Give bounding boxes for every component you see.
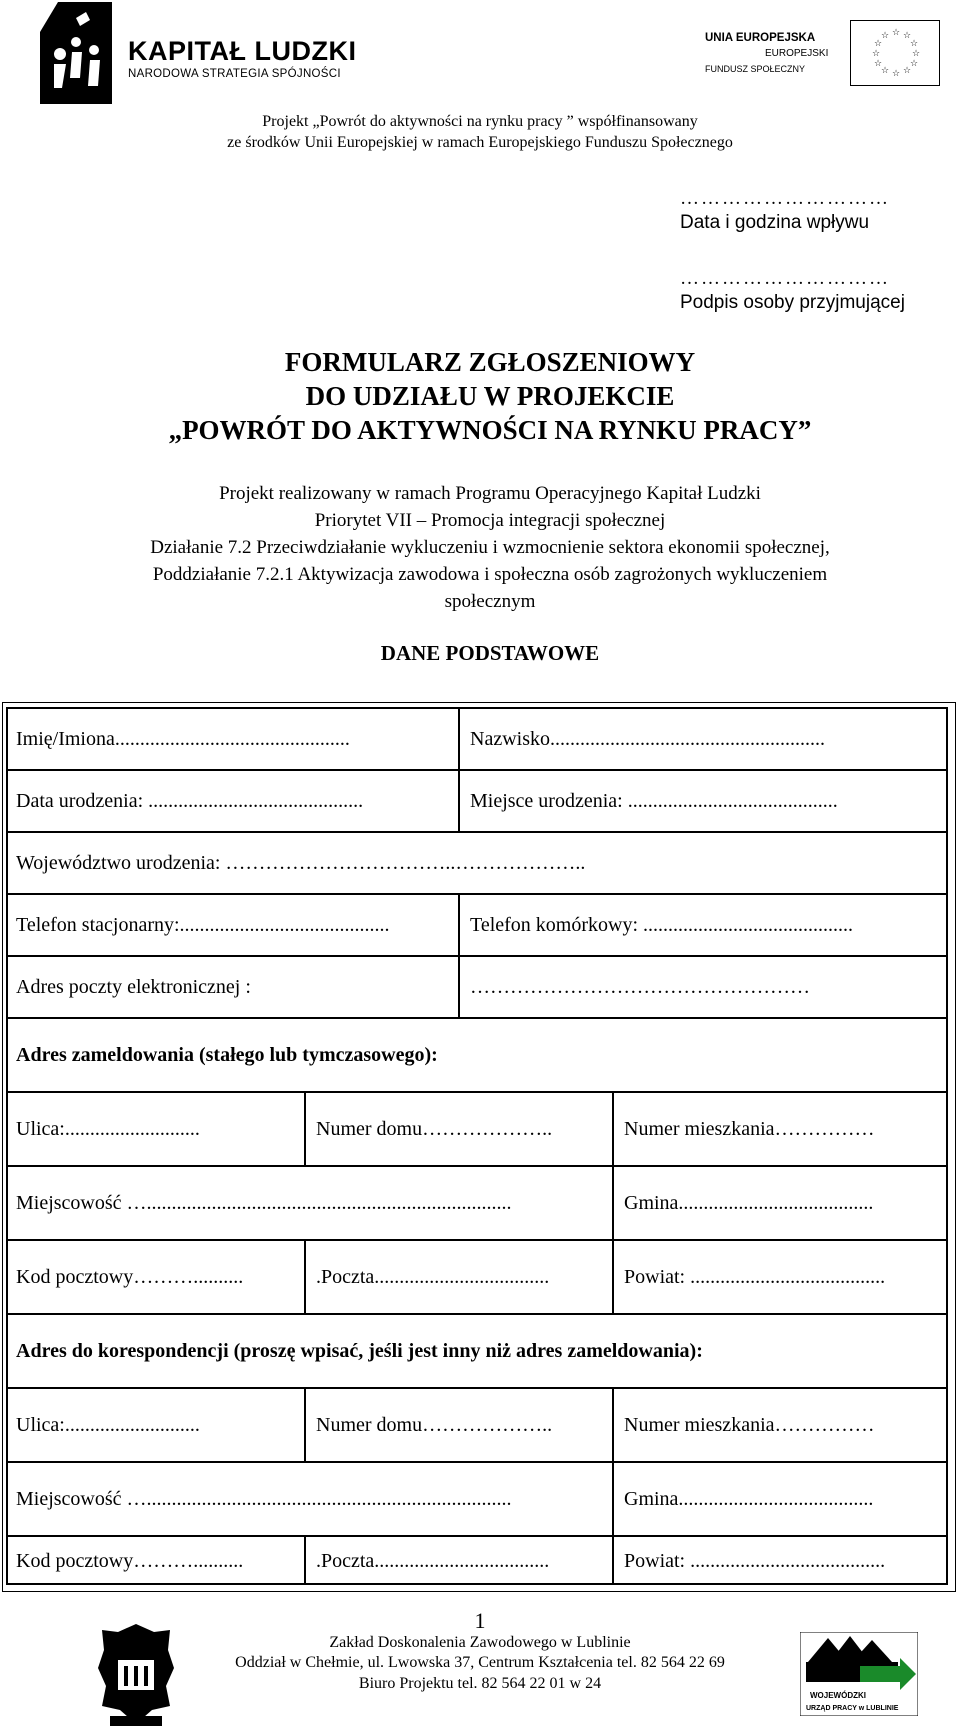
svg-text:☆: ☆ xyxy=(910,39,919,49)
eu-logo-line3: FUNDUSZ SPOŁECZNY xyxy=(705,64,806,74)
correspondence-address-header: Adres do korespondencji (proszę wpisać, jeśli jest inny niż adres zameldowania): xyxy=(16,1339,703,1362)
svg-text:☆: ☆ xyxy=(892,69,901,79)
reg-flat-field[interactable]: Numer mieszkania…………… xyxy=(612,1093,948,1165)
row-email xyxy=(6,957,948,1019)
row-reg-postcode xyxy=(6,1241,948,1315)
wup-logo-text2: URZĄD PRACY w LUBLINIE xyxy=(806,1705,899,1712)
reg-county-field[interactable]: Powiat: ....................................... xyxy=(612,1241,948,1313)
row-phones xyxy=(6,895,948,957)
reg-city-field[interactable]: Miejscowość …......................................................................... xyxy=(16,1191,512,1214)
row-names xyxy=(6,709,948,771)
cor-house-field[interactable]: Numer domu……………….. xyxy=(304,1389,612,1461)
intake-date-label: Data i godzina wpływu xyxy=(680,212,870,233)
program-info xyxy=(0,480,960,615)
program-info-line1: Projekt realizowany w ramach Programu Operacyjnego Kapitał Ludzki xyxy=(219,483,761,504)
reg-house-field[interactable]: Numer domu……………….. xyxy=(304,1093,612,1165)
intake-signature-dots: ………………………… xyxy=(680,268,890,289)
birth-place-field[interactable]: Miejsce urodzenia: .......................................... xyxy=(458,771,948,831)
svg-text:☆: ☆ xyxy=(874,59,883,69)
eu-logo-line1: UNIA EUROPEJSKA xyxy=(705,32,816,44)
kapital-ludzki-subtitle: NARODOWA STRATEGIA SPÓJNOŚCI xyxy=(128,68,341,80)
svg-text:☆: ☆ xyxy=(881,31,890,41)
cor-city-field[interactable]: Miejscowość …......................................................................... xyxy=(16,1487,512,1510)
reg-post-field[interactable]: .Poczta................................... xyxy=(304,1241,612,1313)
project-line-2: ze środków Unii Europejskiej w ramach Europejskiego Funduszu Społecznego xyxy=(227,134,733,151)
cor-postcode-field[interactable]: Kod pocztowy……….......... xyxy=(16,1549,244,1572)
kapital-ludzki-logo xyxy=(40,2,360,106)
header-logos xyxy=(0,0,960,110)
svg-text:☆: ☆ xyxy=(903,31,912,41)
footer-line-1: Zakład Doskonalenia Zawodowego w Lublinie xyxy=(329,1634,631,1651)
row-cor-postcode xyxy=(6,1537,948,1585)
svg-text:☆: ☆ xyxy=(912,49,921,59)
email-label: Adres poczty elektronicznej : xyxy=(16,975,251,998)
kapital-ludzki-title: KAPITAŁ LUDZKI xyxy=(128,36,357,66)
registered-address-header: Adres zameldowania (stałego lub tymczasowego): xyxy=(16,1043,438,1066)
footer-line-3: Biuro Projektu tel. 82 564 22 01 w 24 xyxy=(358,1675,602,1692)
cor-commune-field[interactable]: Gmina....................................... xyxy=(612,1463,948,1535)
cor-county-field[interactable]: Powiat: ....................................... xyxy=(612,1537,948,1585)
svg-text:☆: ☆ xyxy=(872,49,881,59)
reg-postcode-field[interactable]: Kod pocztowy……….......... xyxy=(16,1265,244,1288)
page-number: 1 xyxy=(474,1608,486,1633)
eu-logo-line2: EUROPEJSKI xyxy=(765,48,829,59)
row-reg-city xyxy=(6,1167,948,1241)
program-info-line3: Działanie 7.2 Przeciwdziałanie wykluczeniu i wzmocnienie sektora ekonomii społecznej, xyxy=(150,537,830,558)
program-info-line4: Poddziałanie 7.2.1 Aktywizacja zawodowa i społeczna osób zagrożonych wykluczeniem xyxy=(152,564,828,585)
wup-lublin-logo-icon xyxy=(800,1632,918,1716)
reg-commune-field[interactable]: Gmina....................................... xyxy=(612,1167,948,1239)
cor-flat-field[interactable]: Numer mieszkania…………… xyxy=(612,1389,948,1461)
row-correspondence-header xyxy=(6,1315,948,1389)
landline-field[interactable]: Telefon stacjonarny:.......................................... xyxy=(16,913,390,936)
project-line-1: Projekt „Powrót do aktywności na rynku pracy ” współfinansowany xyxy=(262,113,698,130)
mobile-field[interactable]: Telefon komórkowy: .......................................... xyxy=(458,895,948,955)
form-title-line1: FORMULARZ ZGŁOSZENIOWY xyxy=(284,347,696,377)
svg-text:☆: ☆ xyxy=(892,28,901,38)
cor-post-field[interactable]: .Poczta................................... xyxy=(304,1537,612,1585)
zdz-emblem-icon xyxy=(96,1620,176,1728)
reg-street-field[interactable]: Ulica:........................... xyxy=(16,1117,200,1140)
footer-line-2: Oddział w Chełmie, ul. Lwowska 37, Centrum Kształcenia tel. 82 564 22 69 xyxy=(235,1654,725,1671)
row-voivodeship xyxy=(6,833,948,895)
program-info-line2: Priorytet VII – Promocja integracji społecznej xyxy=(314,510,666,531)
last-name-field[interactable]: Nazwisko....................................................... xyxy=(458,709,948,769)
birth-date-field[interactable]: Data urodzenia: ........................................... xyxy=(16,789,364,812)
row-registered-header xyxy=(6,1019,948,1093)
row-cor-city xyxy=(6,1463,948,1537)
email-field[interactable]: …………………………………………… xyxy=(458,957,948,1017)
program-info-line5: społecznym xyxy=(444,591,536,612)
svg-text:☆: ☆ xyxy=(874,39,883,49)
svg-text:☆: ☆ xyxy=(903,66,912,76)
eu-flag-icon xyxy=(850,20,940,86)
section-title: DANE PODSTAWOWE xyxy=(380,641,600,665)
first-name-field[interactable]: Imię/Imiona............................................... xyxy=(16,727,350,750)
birth-voivodeship-field[interactable]: Województwo urodzenia: ……………………………..……………….. xyxy=(16,851,586,874)
intake-date-dots: ………………………… xyxy=(680,188,890,209)
wup-logo-text1: WOJEWÓDZKI xyxy=(810,1691,866,1700)
eu-logo xyxy=(705,18,945,90)
intake-signature-label: Podpis osoby przyjmującej xyxy=(680,292,905,313)
row-birth xyxy=(6,771,948,833)
svg-text:☆: ☆ xyxy=(910,59,919,69)
form-title-line2: DO UDZIAŁU W PROJEKCIE xyxy=(305,381,675,411)
svg-text:☆: ☆ xyxy=(881,66,890,76)
cor-street-field[interactable]: Ulica:........................... xyxy=(16,1413,200,1436)
row-cor-street xyxy=(6,1389,948,1463)
row-reg-street xyxy=(6,1093,948,1167)
form-title-line3: „POWRÓT DO AKTYWNOŚCI NA RYNKU PRACY” xyxy=(168,415,812,445)
kapital-ludzki-emblem-icon xyxy=(40,2,112,104)
